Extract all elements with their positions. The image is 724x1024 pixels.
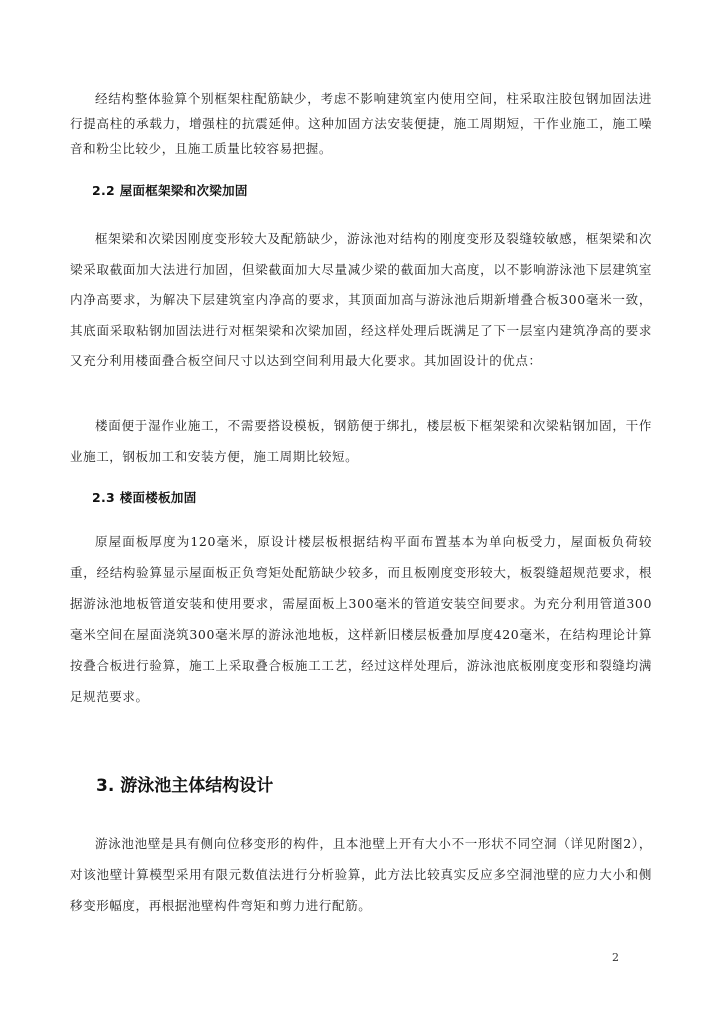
paragraph-beam-advantages: 楼面便于湿作业施工，不需要搭设模板，钢筋便于绑扎，楼层板下框架梁和次梁粘钢加固，干作业施工，钢板加工和安装方便，施工周期比较短。 [70, 418, 652, 464]
section-heading-2-3: 2.3 楼面楼板加固 [92, 490, 197, 505]
page-number: 2 [612, 951, 619, 964]
paragraph-pool-wall-design: 游泳池池壁是具有侧向位移变形的构件，且本池壁上开有大小不一形状不同空洞（详见附图2），对该池壁计算模型采用有限元数值法进行分析验算，此方法比较真实反应多空洞池壁的应力大小和侧移变形幅度，再根据池壁构件弯矩和剪力进行配筋。 [70, 836, 652, 913]
section-heading-2-2: 2.2 屋面框架梁和次梁加固 [92, 183, 248, 198]
paragraph-column-strengthening: 经结构整体验算个别框架柱配筋缺少，考虑不影响建筑室内使用空间，柱采取注胶包钢加固法进行提高柱的承载力，增强柱的抗震延伸。这种加固方法安装便捷，施工周期短，干作业施工，施工噪音和粉尘比较少，且施工质量比较容易把握。 [70, 91, 652, 156]
chapter-heading-3: 3. 游泳池主体结构设计 [96, 776, 274, 796]
paragraph-floor-slab-strengthening: 原屋面板厚度为120毫米，原设计楼层板根据结构平面布置基本为单向板受力，屋面板负荷较重，经结构验算显示屋面板正负弯矩处配筋缺少较多，而且板刚度变形较大，板裂缝超规范要求，根据游泳池地板管道安装和使用要求，需屋面板上300毫米的管道安装空间要求。为充分利用管道300毫米空间在屋面浇筑300毫米厚的游泳池地板，这样新旧楼层板叠加厚度420毫米，在结构理论计算按叠合板进行验算，施工上采取叠合板施工工艺，经过这样处理后，游泳池底板刚度变形和裂缝均满足规范要求。 [70, 534, 652, 704]
paragraph-beam-strengthening: 框架梁和次梁因刚度变形较大及配筋缺少，游泳池对结构的刚度变形及裂缝较敏感，框架梁和次梁采取截面加大法进行加固，但梁截面加大尽量减少梁的截面加大高度，以不影响游泳池下层建筑室内净高要求，为解决下层建筑室内净高的要求，其顶面加高与游泳池后期新增叠合板300毫米一致，其底面采取粘钢加固法进行对框架梁和次梁加固，经这样处理后既满足了下一层室内建筑净高的要求又充分利用楼面叠合板空间尺寸以达到空间利用最大化要求。其加固设计的优点： [70, 231, 652, 368]
